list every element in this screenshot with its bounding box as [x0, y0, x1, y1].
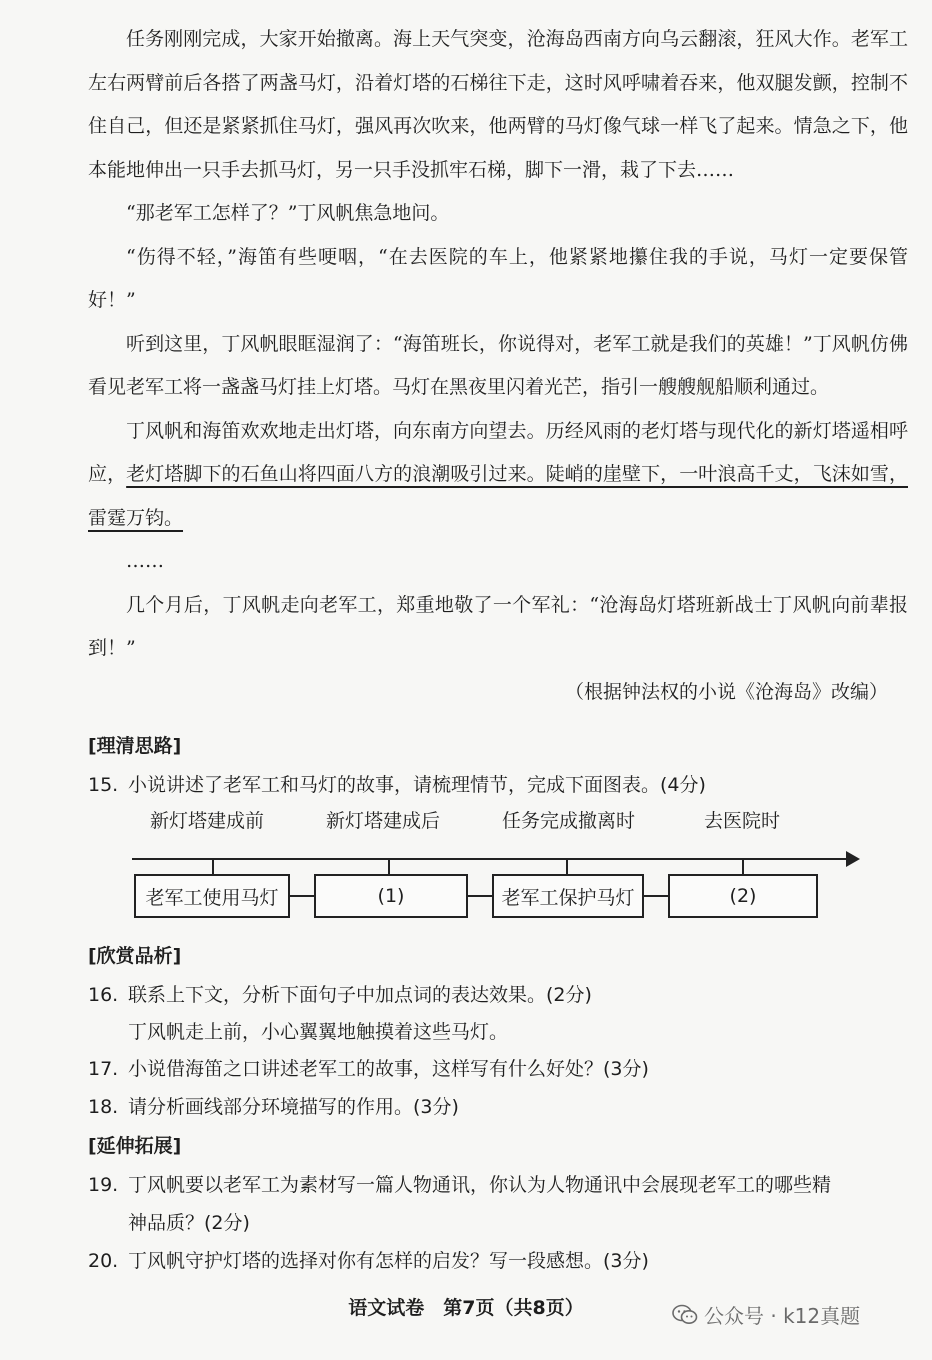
- underlined-environment-description: 老灯塔脚下的石鱼山将四面八方的浪潮吸引过来。陡峭的崖壁下，一叶浪高千丈，飞沫如雪，雷霆万钧。: [88, 463, 908, 529]
- question-19-number: 19.: [88, 1174, 119, 1196]
- question-18-text: 请分析画线部分环境描写的作用。(3分): [128, 1096, 459, 1118]
- plot-timeline-chart: [88, 804, 908, 936]
- story-paragraph-1: 任务刚刚完成，大家开始撤离。海上天气突变，沧海岛西南方向乌云翻滚，狂风大作。老军工左右两臂前后各搭了两盏马灯，沿着灯塔的石梯往下走，这时风呼啸着吞来，他双腿发颤，控制不住自己，但还是紧紧抓住马灯，强风再次吹来，他两臂的马灯像气球一样飞了起来。情急之下，他本能地伸出一只手去抓马灯，另一只手没抓牢石梯，脚下一滑，栽了下去……: [88, 28, 908, 181]
- timeline-label-to-hospital: 去医院时: [704, 810, 781, 832]
- timeline-box-blank-1: (1): [314, 874, 468, 918]
- story-text: [88, 18, 908, 714]
- question-19-text-continued: 神品质？(2分): [128, 1212, 250, 1234]
- question-17-number: 17.: [88, 1058, 119, 1080]
- story-paragraph-4: 听到这里，丁风帆眼眶湿润了：“海笛班长，你说得对，老军工就是我们的英雄！”丁风帆仿佛看见老军工将一盏盏马灯挂上灯塔。马灯在黑夜里闪着光芒，指引一艘艘舰船顺利通过。: [88, 332, 908, 398]
- questions-area: [88, 726, 908, 1280]
- story-paragraph-2: “那老军工怎样了？”丁风帆焦急地问。: [126, 202, 450, 224]
- timeline-label-after-new-tower: 新灯塔建成后: [326, 810, 441, 832]
- question-20: [88, 1242, 908, 1280]
- timeline-axis: [132, 858, 852, 860]
- section-label-clarify: [理清思路]: [88, 735, 182, 757]
- question-15: [88, 766, 908, 804]
- question-18-number: 18.: [88, 1096, 119, 1118]
- wechat-icon: [672, 1304, 698, 1326]
- timeline-label-before-new-tower: 新灯塔建成前: [150, 810, 265, 832]
- timeline-labels: [88, 804, 908, 836]
- question-15-number: 15.: [88, 774, 119, 796]
- question-20-text: 丁风帆守护灯塔的选择对你有怎样的启发？写一段感想。(3分): [128, 1250, 649, 1272]
- question-16-number: 16.: [88, 984, 119, 1006]
- timeline-tick: [742, 858, 744, 874]
- question-15-text: 小说讲述了老军工和马灯的故事，请梳理情节，完成下面图表。(4分): [128, 774, 706, 796]
- question-17: [88, 1050, 908, 1088]
- story-source: （根据钟法权的小说《沧海岛》改编）: [564, 680, 888, 703]
- timeline-connector: [290, 895, 314, 897]
- timeline-box-blank-2: (2): [668, 874, 818, 918]
- timeline-connector: [644, 895, 668, 897]
- question-19-text: 丁风帆要以老军工为素材写一篇人物通讯，你认为人物通讯中会展现老军工的哪些精: [128, 1174, 832, 1196]
- question-20-number: 20.: [88, 1250, 119, 1272]
- page-footer: 语文试卷 第7页（共8页）: [348, 1297, 584, 1319]
- question-19: [88, 1166, 908, 1204]
- section-label-appreciate: [欣赏品析]: [88, 945, 182, 967]
- story-paragraph-5-plain: 丁风帆和海笛欢欢地走出灯塔，向东南方向望去。历经风雨的老灯塔与现代化的新灯塔遥相呼应，: [88, 419, 908, 485]
- question-16-sentence: 丁风帆走上前，小心翼翼地触摸着这些马灯。: [128, 1021, 509, 1043]
- story-paragraph-3: “伤得不轻，”海笛有些哽咽，“在去医院的车上，他紧紧地攥住我的手说，马灯一定要保管好！”: [88, 245, 908, 311]
- question-16-text: 联系上下文，分析下面句子中加点词的表达效果。(2分): [128, 984, 592, 1006]
- story-paragraph-5: [88, 410, 908, 541]
- timeline-box-3: 老军工保护马灯: [492, 874, 644, 918]
- timeline-label-evacuation: 任务完成撤离时: [502, 810, 636, 832]
- story-closing-paragraph: 几个月后，丁风帆走向老军工，郑重地敬了一个军礼：“沧海岛灯塔班新战士丁风帆向前辈报到！”: [88, 593, 908, 659]
- watermark: [672, 1300, 860, 1329]
- timeline-arrow-icon: [846, 851, 860, 867]
- question-17-text: 小说借海笛之口讲述老军工的故事，这样写有什么好处？(3分): [128, 1058, 649, 1080]
- watermark-text: 公众号 · k12真题: [704, 1304, 861, 1328]
- question-16: [88, 976, 908, 1014]
- timeline-tick: [566, 858, 568, 874]
- timeline-box-1: 老军工使用马灯: [134, 874, 290, 918]
- timeline-connector: [468, 895, 492, 897]
- timeline-tick: [212, 858, 214, 874]
- timeline-tick: [388, 858, 390, 874]
- question-18: [88, 1088, 908, 1126]
- story-ellipsis: ……: [126, 550, 164, 572]
- section-label-extend: [延伸拓展]: [88, 1135, 182, 1157]
